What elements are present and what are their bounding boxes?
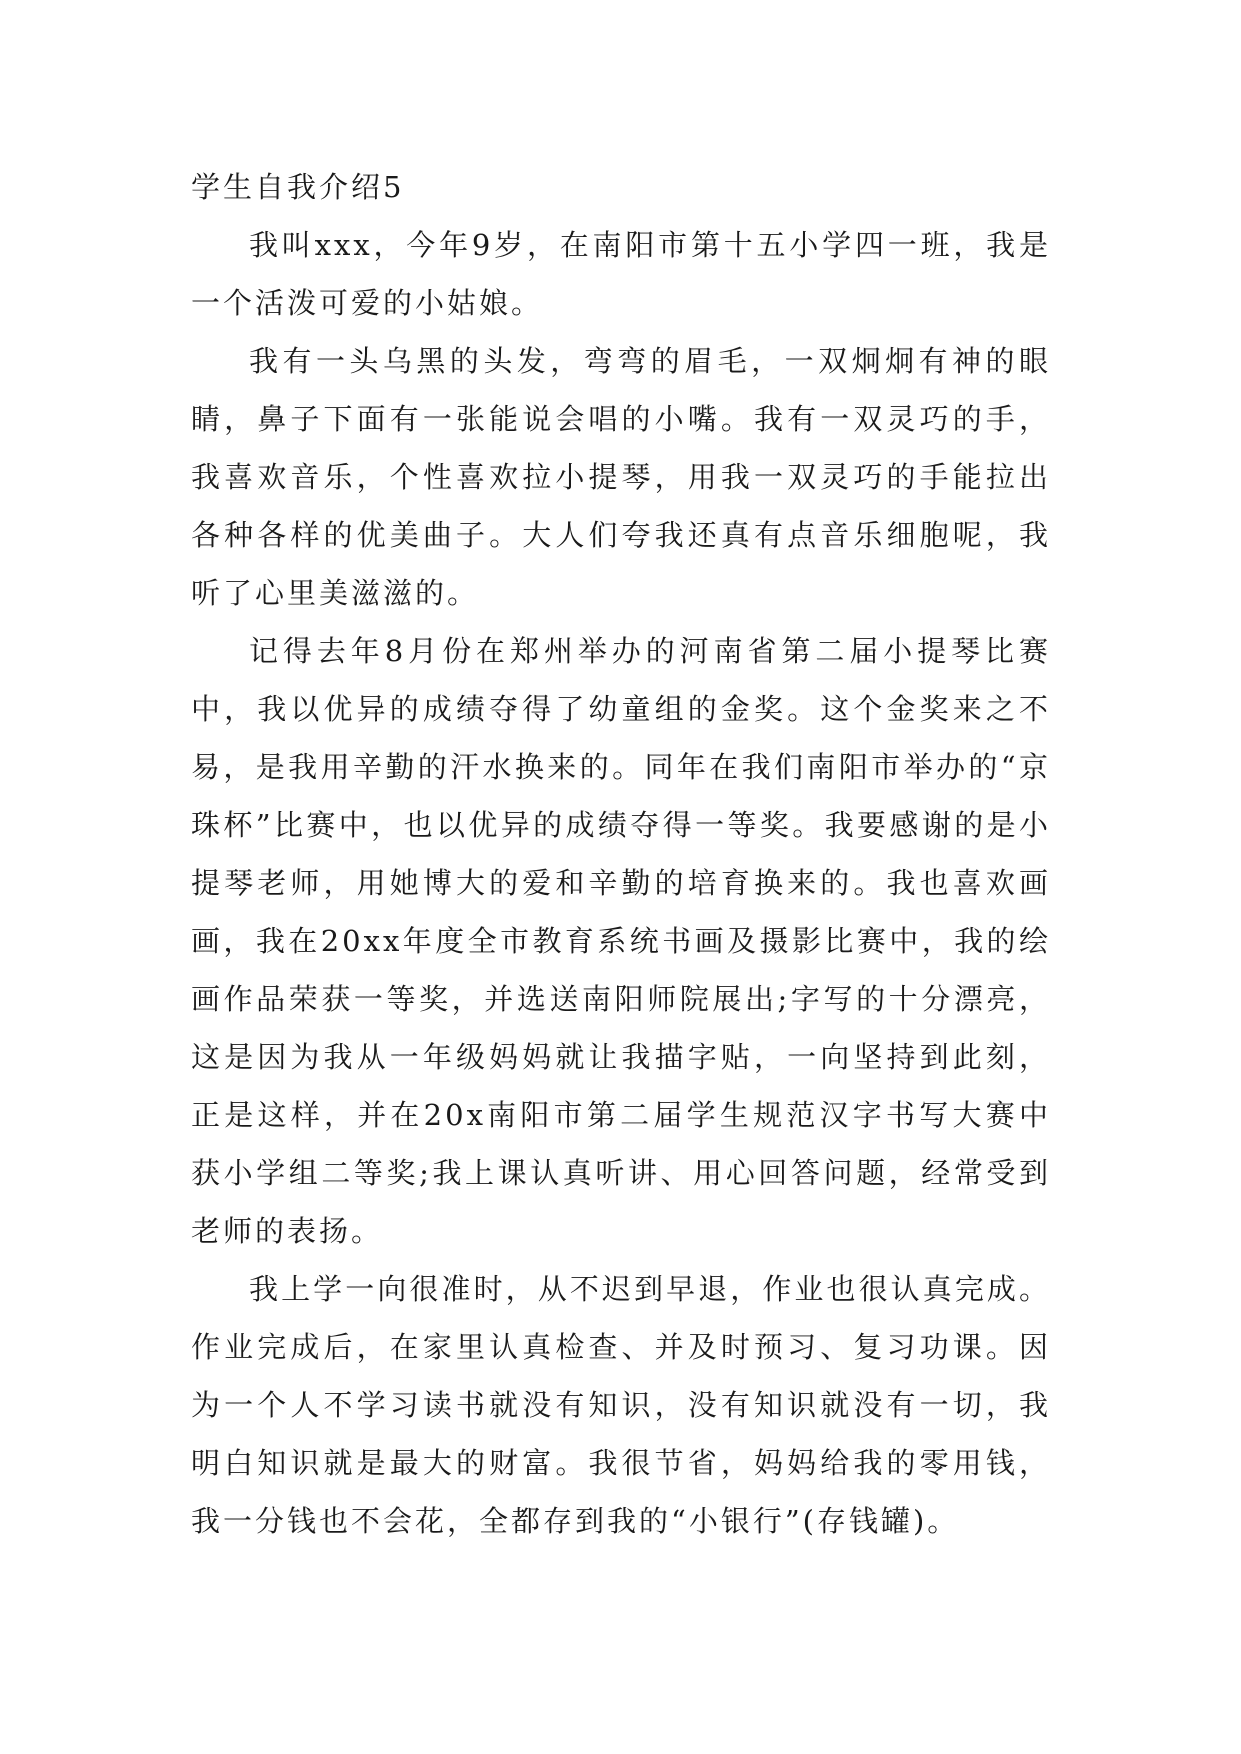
document-body (191, 158, 1051, 1550)
document-title: 学生自我介绍5 (191, 170, 405, 204)
paragraph-appearance-music: 我有一头乌黑的头发，弯弯的眉毛，一双炯炯有神的眼睛，鼻子下面有一张能说会唱的小嘴。我有一双灵巧的手，我喜欢音乐，个性喜欢拉小提琴，用我一双灵巧的手能拉出各种各样的优美曲子。大人们夸我还真有点音乐细胞呢，我听了心里美滋滋的。 (191, 344, 1051, 610)
paragraph-study-habits: 我上学一向很准时，从不迟到早退，作业也很认真完成。作业完成后，在家里认真检查、并及时预习、复习功课。因为一个人不学习读书就没有知识，没有知识就没有一切，我明白知识就是最大的财富。我很节省，妈妈给我的零用钱，我一分钱也不会花，全都存到我的“小银行”(存钱罐)。 (191, 1272, 1051, 1538)
paragraph-intro: 我叫xxx，今年9岁，在南阳市第十五小学四一班，我是一个活泼可爱的小姑娘。 (191, 228, 1051, 320)
paragraph-awards: 记得去年8月份在郑州举办的河南省第二届小提琴比赛中，我以优异的成绩夺得了幼童组的金奖。这个金奖来之不易，是我用辛勤的汗水换来的。同年在我们南阳市举办的“京珠杯”比赛中，也以优异的成绩夺得一等奖。我要感谢的是小提琴老师，用她博大的爱和辛勤的培育换来的。我也喜欢画画，我在20xx年度全市教育系统书画及摄影比赛中，我的绘画作品荣获一等奖，并选送南阳师院展出;字写的十分漂亮，这是因为我从一年级妈妈就让我描字贴，一向坚持到此刻，正是这样，并在20x南阳市第二届学生规范汉字书写大赛中获小学组二等奖;我上课认真听讲、用心回答问题，经常受到老师的表扬。 (191, 634, 1051, 1248)
